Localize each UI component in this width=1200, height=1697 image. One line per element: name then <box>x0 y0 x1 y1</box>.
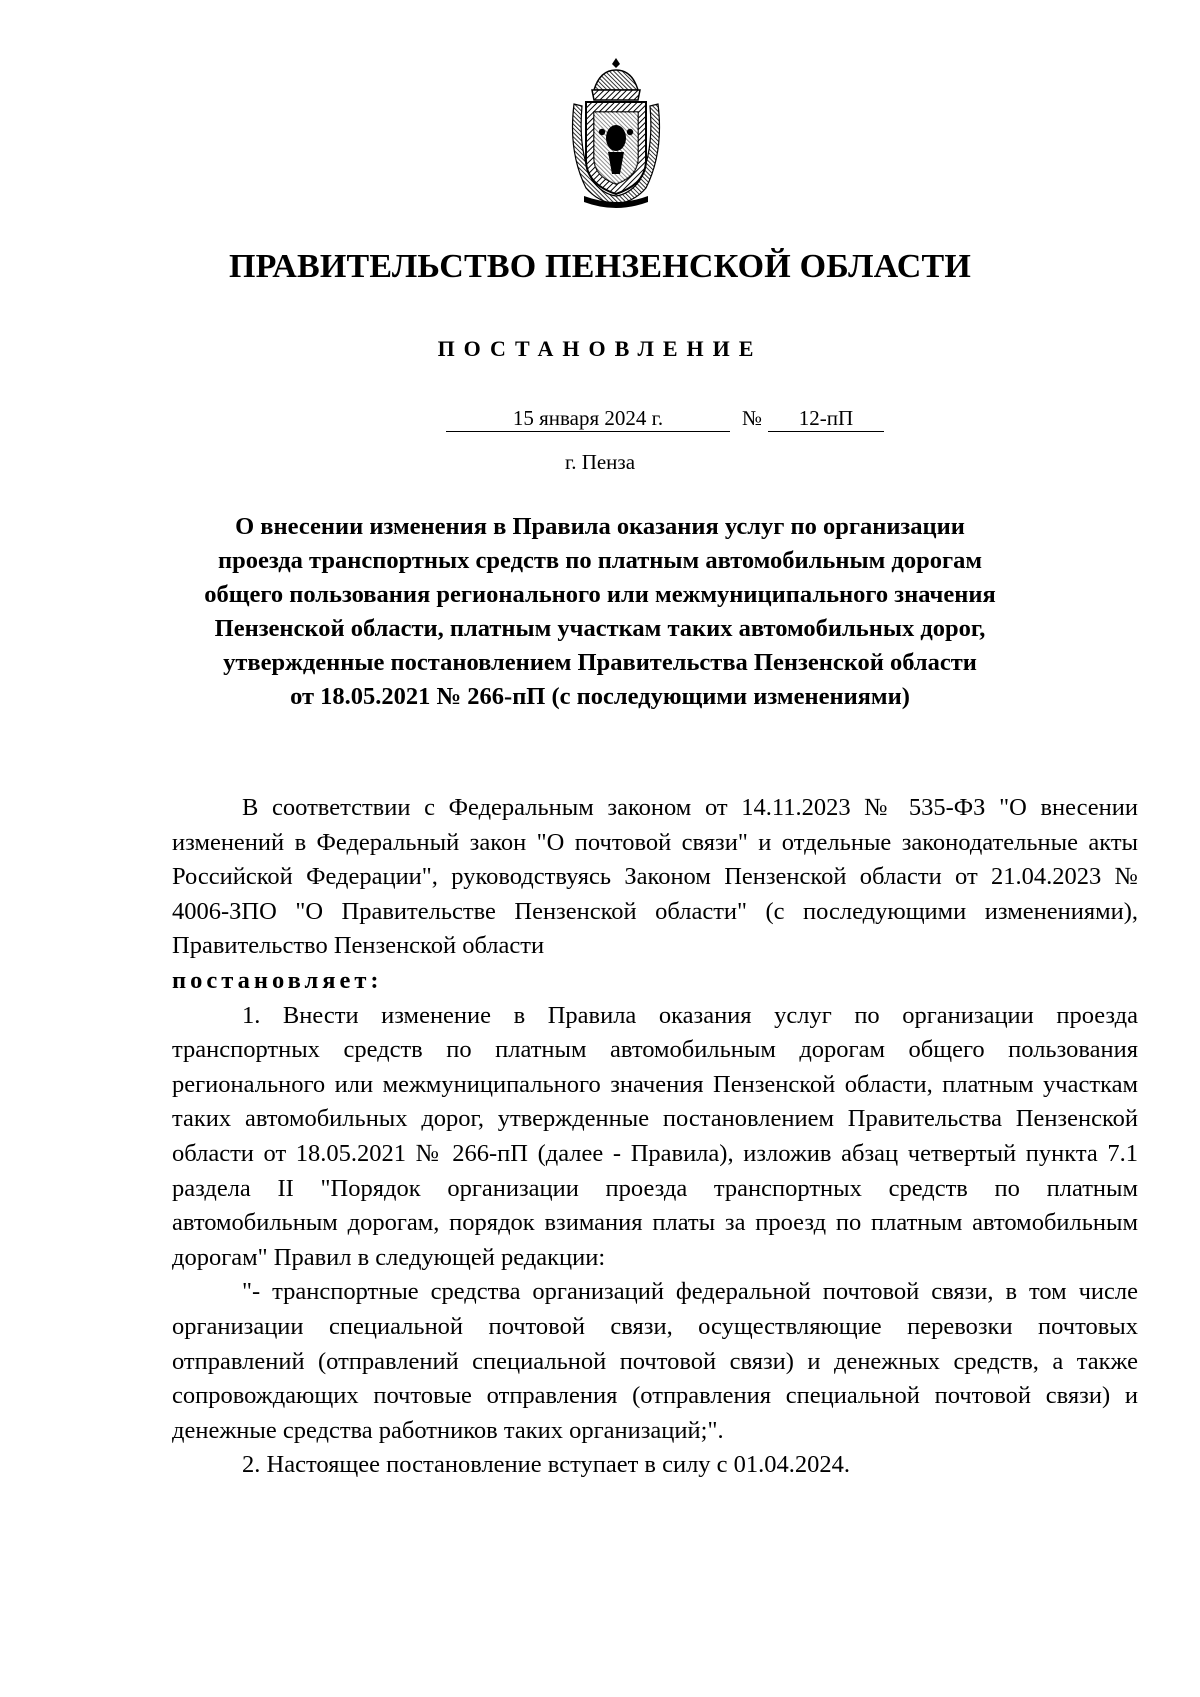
number-sign: № <box>742 406 763 430</box>
coat-of-arms-emblem <box>564 56 668 208</box>
document-date: 15 января 2024 г. <box>446 406 730 432</box>
preamble-text: В соответствии с Федеральным законом от 14.11.2023 № 535-ФЗ "О внесении изменений в Федеральный закон "О почтовой связи" и отдельные законодательные акты Российской Федерации", руководствуясь Законом Пензенской области от 21.04.2023 № 4006-ЗПО "О Правительстве Пензенской области" (с последующими изменениями), Правительство Пензенской области <box>172 794 1138 960</box>
quote-paragraph: "- транспортные средства организаций федеральной почтовой связи, в том числе организации специальной почтовой связи, осуществляющие перевозки почтовых отправлений (отправлений специальной почтовой связи) и денежных средств, а также сопровождающих почтовые отправления (отправления специальной почтовой связи) и денежные средства работников таких организаций;". <box>172 1278 1138 1444</box>
resolve-paragraph <box>172 964 1138 999</box>
document-number: 12-пП <box>768 406 884 432</box>
document-type: ПОСТАНОВЛЕНИЕ <box>437 336 763 361</box>
item-2-paragraph: 2. Настоящее постановление вступает в силу с 01.04.2024. <box>242 1451 851 1479</box>
subject-line: утвержденные постановлением Правительства Пензенской области <box>223 649 977 676</box>
item-1-paragraph: 1. Внести изменение в Правила оказания услуг по организации проезда транспортных средств по платным автомобильным дорогам общего пользования регионального или межмуниципального значения Пензенской области, платным участкам таких автомобильных дорог, утвержденные постановлением Правительства Пензенской области от 18.05.2021 № 266-пП (далее - Правила), изложив абзац четвертый пункта 7.1 раздела II "Порядок организации проезда транспортных средств по платным автомобильным дорогам, порядок взимания платы за проезд по платным автомобильным дорогам" Правил в следующей редакции: <box>172 1001 1138 1271</box>
preamble-paragraph <box>172 791 1138 964</box>
subject-line: проезда транспортных средств по платным автомобильным дорогам <box>217 547 983 574</box>
subject-line: общего пользования регионального или межмуниципального значения <box>204 581 996 608</box>
subject-line: О внесении изменения в Правила оказания услуг по организации <box>235 513 965 540</box>
document-body <box>172 791 1138 1483</box>
document-subject <box>150 510 1050 714</box>
city-name: г. Пенза <box>564 450 636 474</box>
subject-line: от 18.05.2021 № 266-пП (с последующими изменениями) <box>290 683 910 710</box>
organization-title: ПРАВИТЕЛЬСТВО ПЕНЗЕНСКОЙ ОБЛАСТИ <box>228 248 971 285</box>
subject-line: Пензенской области, платным участкам таких автомобильных дорог, <box>214 615 986 642</box>
resolve-word: постановляет: <box>172 966 383 994</box>
